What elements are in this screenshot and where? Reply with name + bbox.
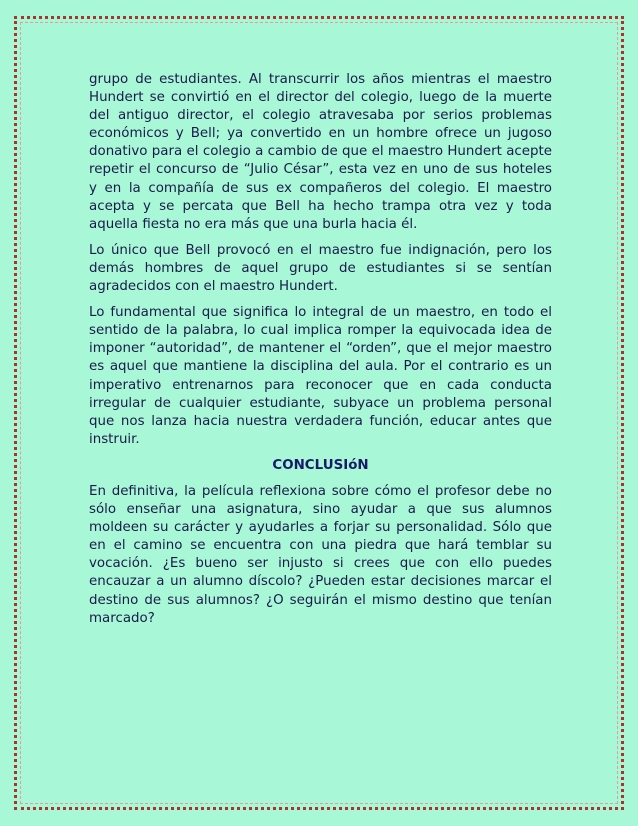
paragraph-2: Lo único que Bell provocó en el maestro fue indignación, pero los demás hombres de aquel grupo de estudiantes si se sentían agradecidos con el maestro Hundert.	[89, 242, 552, 295]
paragraph-1: grupo de estudiantes. Al transcurrir los años mientras el maestro Hundert se convirtió en el director del colegio, luego de la muerte del antiguo director, el colegio atravesaba por serios problemas económicos y Bell; ya convertido en un hombre ofrece un jugoso donativo para el colegio a cambio de que el maestro Hundert acepte repetir el concurso de “Julio César”, esta vez en uno de sus hoteles y en la compañía de sus ex compañeros del colegio. El maestro acepta y se percata que Bell ha hecho trampa otra vez y toda aquella fiesta no era más que una burla hacia él.	[89, 72, 552, 232]
paragraph-3: Lo fundamental que significa lo integral de un maestro, en todo el sentido de la palabra, lo cual implica romper la equivocada idea de imponer “autoridad”, de mantener el “orden”, que el mejor maestro es aquel que mantiene la disciplina del aula. Por el contrario es un imperativo entrenarnos para reconocer que en cada conducta irregular de cualquier estudiante, subyace un problema personal que nos lanza hacia nuestra verdadera función, educar antes que instruir.	[89, 305, 552, 447]
conclusion-heading: CONCLUSIóN	[272, 457, 369, 473]
document-body	[89, 71, 552, 636]
conclusion-paragraph: En definitiva, la película reflexiona sobre cómo el profesor debe no sólo enseñar una asignatura, sino ayudar a que sus alumnos moldeen su carácter y ayudarles a forjar su personalidad. Sólo que en el camino se encuentra con una piedra que hará temblar su vocación. ¿Es bueno ser injusto si crees que con ello puedes encauzar a un alumno díscolo? ¿Pueden estar decisiones marcar el destino de sus alumnos? ¿O seguirán el mismo destino que tenían marcado?	[89, 483, 552, 626]
